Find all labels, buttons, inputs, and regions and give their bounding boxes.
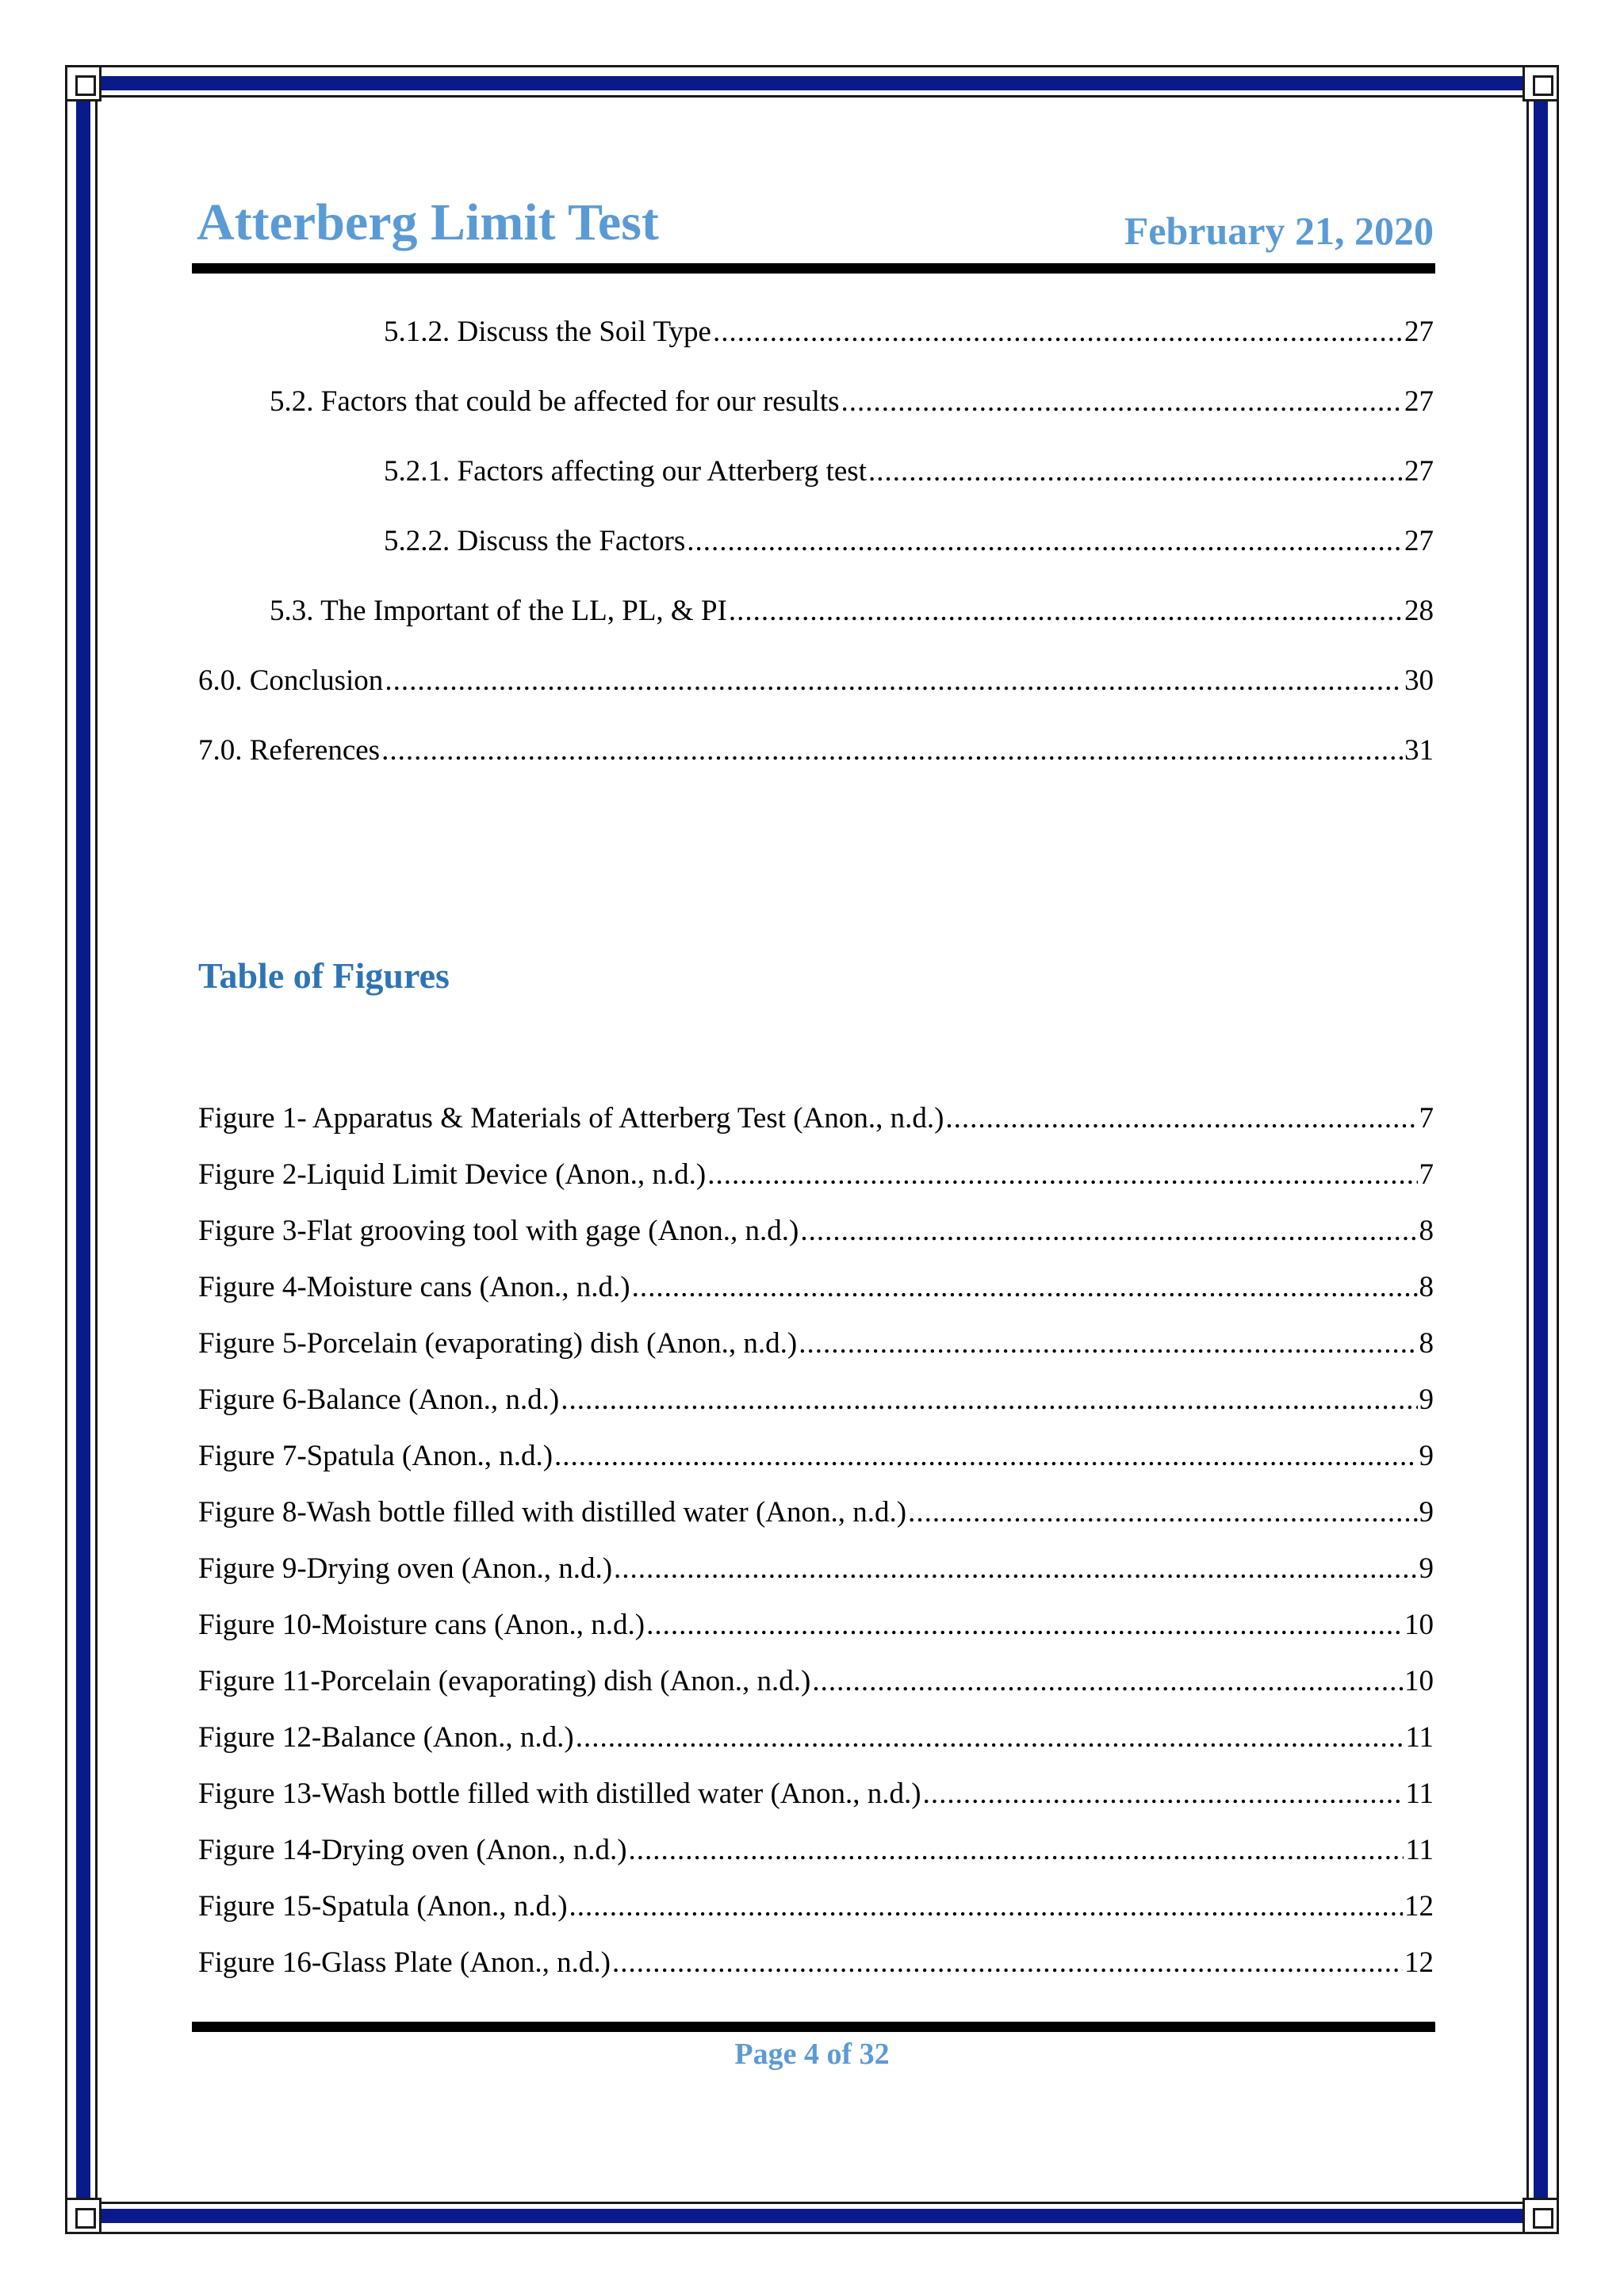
figure-entry-label: Figure 7-Spatula (Anon., n.d.) xyxy=(198,1440,553,1472)
figure-entry-label: Figure 8-Wash bottle filled with distilled water (Anon., n.d.) xyxy=(198,1496,907,1529)
toc-entry-label: 5.2.1. Factors affecting our Atterberg test xyxy=(384,455,867,488)
figure-entry[interactable] xyxy=(198,1272,1434,1307)
figure-entry-label: Figure 3-Flat grooving tool with gage (Anon., n.d.) xyxy=(198,1215,799,1247)
figure-entry-label: Figure 12-Balance (Anon., n.d.) xyxy=(198,1721,574,1754)
toc-leader-dots xyxy=(561,1385,1417,1414)
figure-entry-label: Figure 16-Glass Plate (Anon., n.d.) xyxy=(198,1946,611,1979)
figure-entry[interactable] xyxy=(198,1498,1434,1533)
figure-entry-page: 9 xyxy=(1419,1552,1434,1585)
figure-entry-label: Figure 14-Drying oven (Anon., n.d.) xyxy=(198,1834,627,1866)
toc-leader-dots xyxy=(614,1554,1417,1583)
toc-leader-dots xyxy=(812,1667,1403,1696)
page-number: Page 4 of 32 xyxy=(734,2038,890,2071)
toc-entry[interactable] xyxy=(198,666,1434,701)
footer-rule xyxy=(192,2022,1435,2032)
figure-entry[interactable] xyxy=(198,1723,1434,1758)
figure-entry-label: Figure 13-Wash bottle filled with distilled water (Anon., n.d.) xyxy=(198,1777,921,1810)
toc-entry[interactable] xyxy=(384,526,1434,561)
toc-entry-page: 30 xyxy=(1404,664,1434,697)
figures-heading: Table of Figures xyxy=(198,955,450,996)
toc-entry-page: 27 xyxy=(1404,455,1434,488)
toc-leader-dots xyxy=(569,1892,1403,1921)
toc-leader-dots xyxy=(381,736,1403,765)
figure-entry[interactable] xyxy=(198,1779,1434,1814)
figure-entry-page: 12 xyxy=(1404,1946,1434,1979)
toc-entry[interactable] xyxy=(270,596,1434,631)
toc-entry-page: 27 xyxy=(1404,316,1434,348)
corner-ornament-bottom-right xyxy=(1522,2198,1559,2234)
toc-entry-label: 5.3. The Important of the LL, PL, & PI xyxy=(270,595,727,627)
toc-entry-page: 28 xyxy=(1404,595,1434,627)
toc-leader-dots xyxy=(632,1272,1418,1302)
toc-entry-label: 6.0. Conclusion xyxy=(198,664,384,697)
header-rule xyxy=(192,263,1435,274)
figure-entry-label: Figure 6-Balance (Anon., n.d.) xyxy=(198,1383,560,1416)
figure-entry-page: 9 xyxy=(1419,1440,1434,1472)
figure-entry-label: Figure 10-Moisture cans (Anon., n.d.) xyxy=(198,1609,645,1641)
figure-entry[interactable] xyxy=(198,1216,1434,1251)
figure-entry[interactable] xyxy=(198,1554,1434,1589)
figure-entry[interactable] xyxy=(198,1441,1434,1476)
figure-entry-page: 8 xyxy=(1419,1215,1434,1247)
figure-entry-label: Figure 2-Liquid Limit Device (Anon., n.d.) xyxy=(198,1158,707,1191)
toc-entry-page: 31 xyxy=(1404,734,1434,767)
corner-ornament-top-right xyxy=(1522,65,1559,101)
figure-entry-page: 8 xyxy=(1419,1271,1434,1303)
figure-entry[interactable] xyxy=(198,1892,1434,1927)
figure-entry-label: Figure 9-Drying oven (Anon., n.d.) xyxy=(198,1552,613,1585)
corner-ornament-bottom-left xyxy=(65,2198,102,2234)
document-date: February 21, 2020 xyxy=(1124,209,1434,253)
document-title: Atterberg Limit Test xyxy=(197,193,659,251)
toc-entry[interactable] xyxy=(198,736,1434,771)
figure-entry-label: Figure 1- Apparatus & Materials of Atterberg Test (Anon., n.d.) xyxy=(198,1102,944,1135)
figure-entry-label: Figure 4-Moisture cans (Anon., n.d.) xyxy=(198,1271,630,1303)
toc-leader-dots xyxy=(799,1329,1417,1358)
toc-leader-dots xyxy=(646,1610,1403,1640)
figure-entry-page: 10 xyxy=(1404,1665,1434,1697)
figure-entry-label: Figure 15-Spatula (Anon., n.d.) xyxy=(198,1890,568,1923)
figure-entry-page: 7 xyxy=(1419,1158,1434,1191)
toc-leader-dots xyxy=(554,1441,1417,1471)
figure-entry-page: 11 xyxy=(1405,1777,1434,1810)
toc-entry-page: 27 xyxy=(1404,525,1434,557)
figure-entry-page: 8 xyxy=(1419,1327,1434,1360)
toc-leader-dots xyxy=(800,1216,1417,1246)
figure-entry-label: Figure 5-Porcelain (evaporating) dish (Anon., n.d.) xyxy=(198,1327,798,1360)
toc-entry-page: 27 xyxy=(1404,385,1434,418)
figure-entry-page: 9 xyxy=(1419,1496,1434,1529)
toc-entry-label: 5.1.2. Discuss the Soil Type xyxy=(384,316,711,348)
toc-leader-dots xyxy=(841,387,1403,416)
toc-entry-label: 5.2. Factors that could be affected for our results xyxy=(270,385,840,418)
figure-entry[interactable] xyxy=(198,1385,1434,1420)
toc-entry[interactable] xyxy=(384,317,1434,352)
toc-leader-dots xyxy=(385,666,1403,695)
toc-leader-dots xyxy=(707,1160,1417,1189)
figure-entry[interactable] xyxy=(198,1667,1434,1701)
figure-entry[interactable] xyxy=(198,1329,1434,1364)
toc-entry-label: 7.0. References xyxy=(198,734,381,767)
figure-entry[interactable] xyxy=(198,1160,1434,1195)
figure-entry[interactable] xyxy=(198,1104,1434,1138)
toc-leader-dots xyxy=(713,317,1403,346)
toc-entry-label: 5.2.2. Discuss the Factors xyxy=(384,525,686,557)
toc-leader-dots xyxy=(629,1835,1404,1865)
toc-leader-dots xyxy=(908,1498,1417,1527)
toc-leader-dots xyxy=(868,457,1403,486)
toc-leader-dots xyxy=(576,1723,1404,1752)
figure-entry-page: 12 xyxy=(1404,1890,1434,1923)
figure-entry[interactable] xyxy=(198,1835,1434,1870)
toc-leader-dots xyxy=(923,1779,1404,1808)
figure-entry-page: 10 xyxy=(1404,1609,1434,1641)
figure-entry-page: 9 xyxy=(1419,1383,1434,1416)
toc-leader-dots xyxy=(612,1948,1403,1977)
figure-entry-page: 11 xyxy=(1405,1721,1434,1754)
figure-entry[interactable] xyxy=(198,1610,1434,1645)
figure-entry-page: 7 xyxy=(1419,1102,1434,1135)
figure-entry[interactable] xyxy=(198,1948,1434,1983)
toc-leader-dots xyxy=(729,596,1403,626)
figure-entry-page: 11 xyxy=(1405,1834,1434,1866)
toc-entry[interactable] xyxy=(270,387,1434,422)
toc-leader-dots xyxy=(687,526,1403,556)
toc-leader-dots xyxy=(945,1104,1417,1133)
toc-entry[interactable] xyxy=(384,457,1434,492)
figure-entry-label: Figure 11-Porcelain (evaporating) dish (Anon., n.d.) xyxy=(198,1665,811,1697)
corner-ornament-top-left xyxy=(65,65,102,101)
